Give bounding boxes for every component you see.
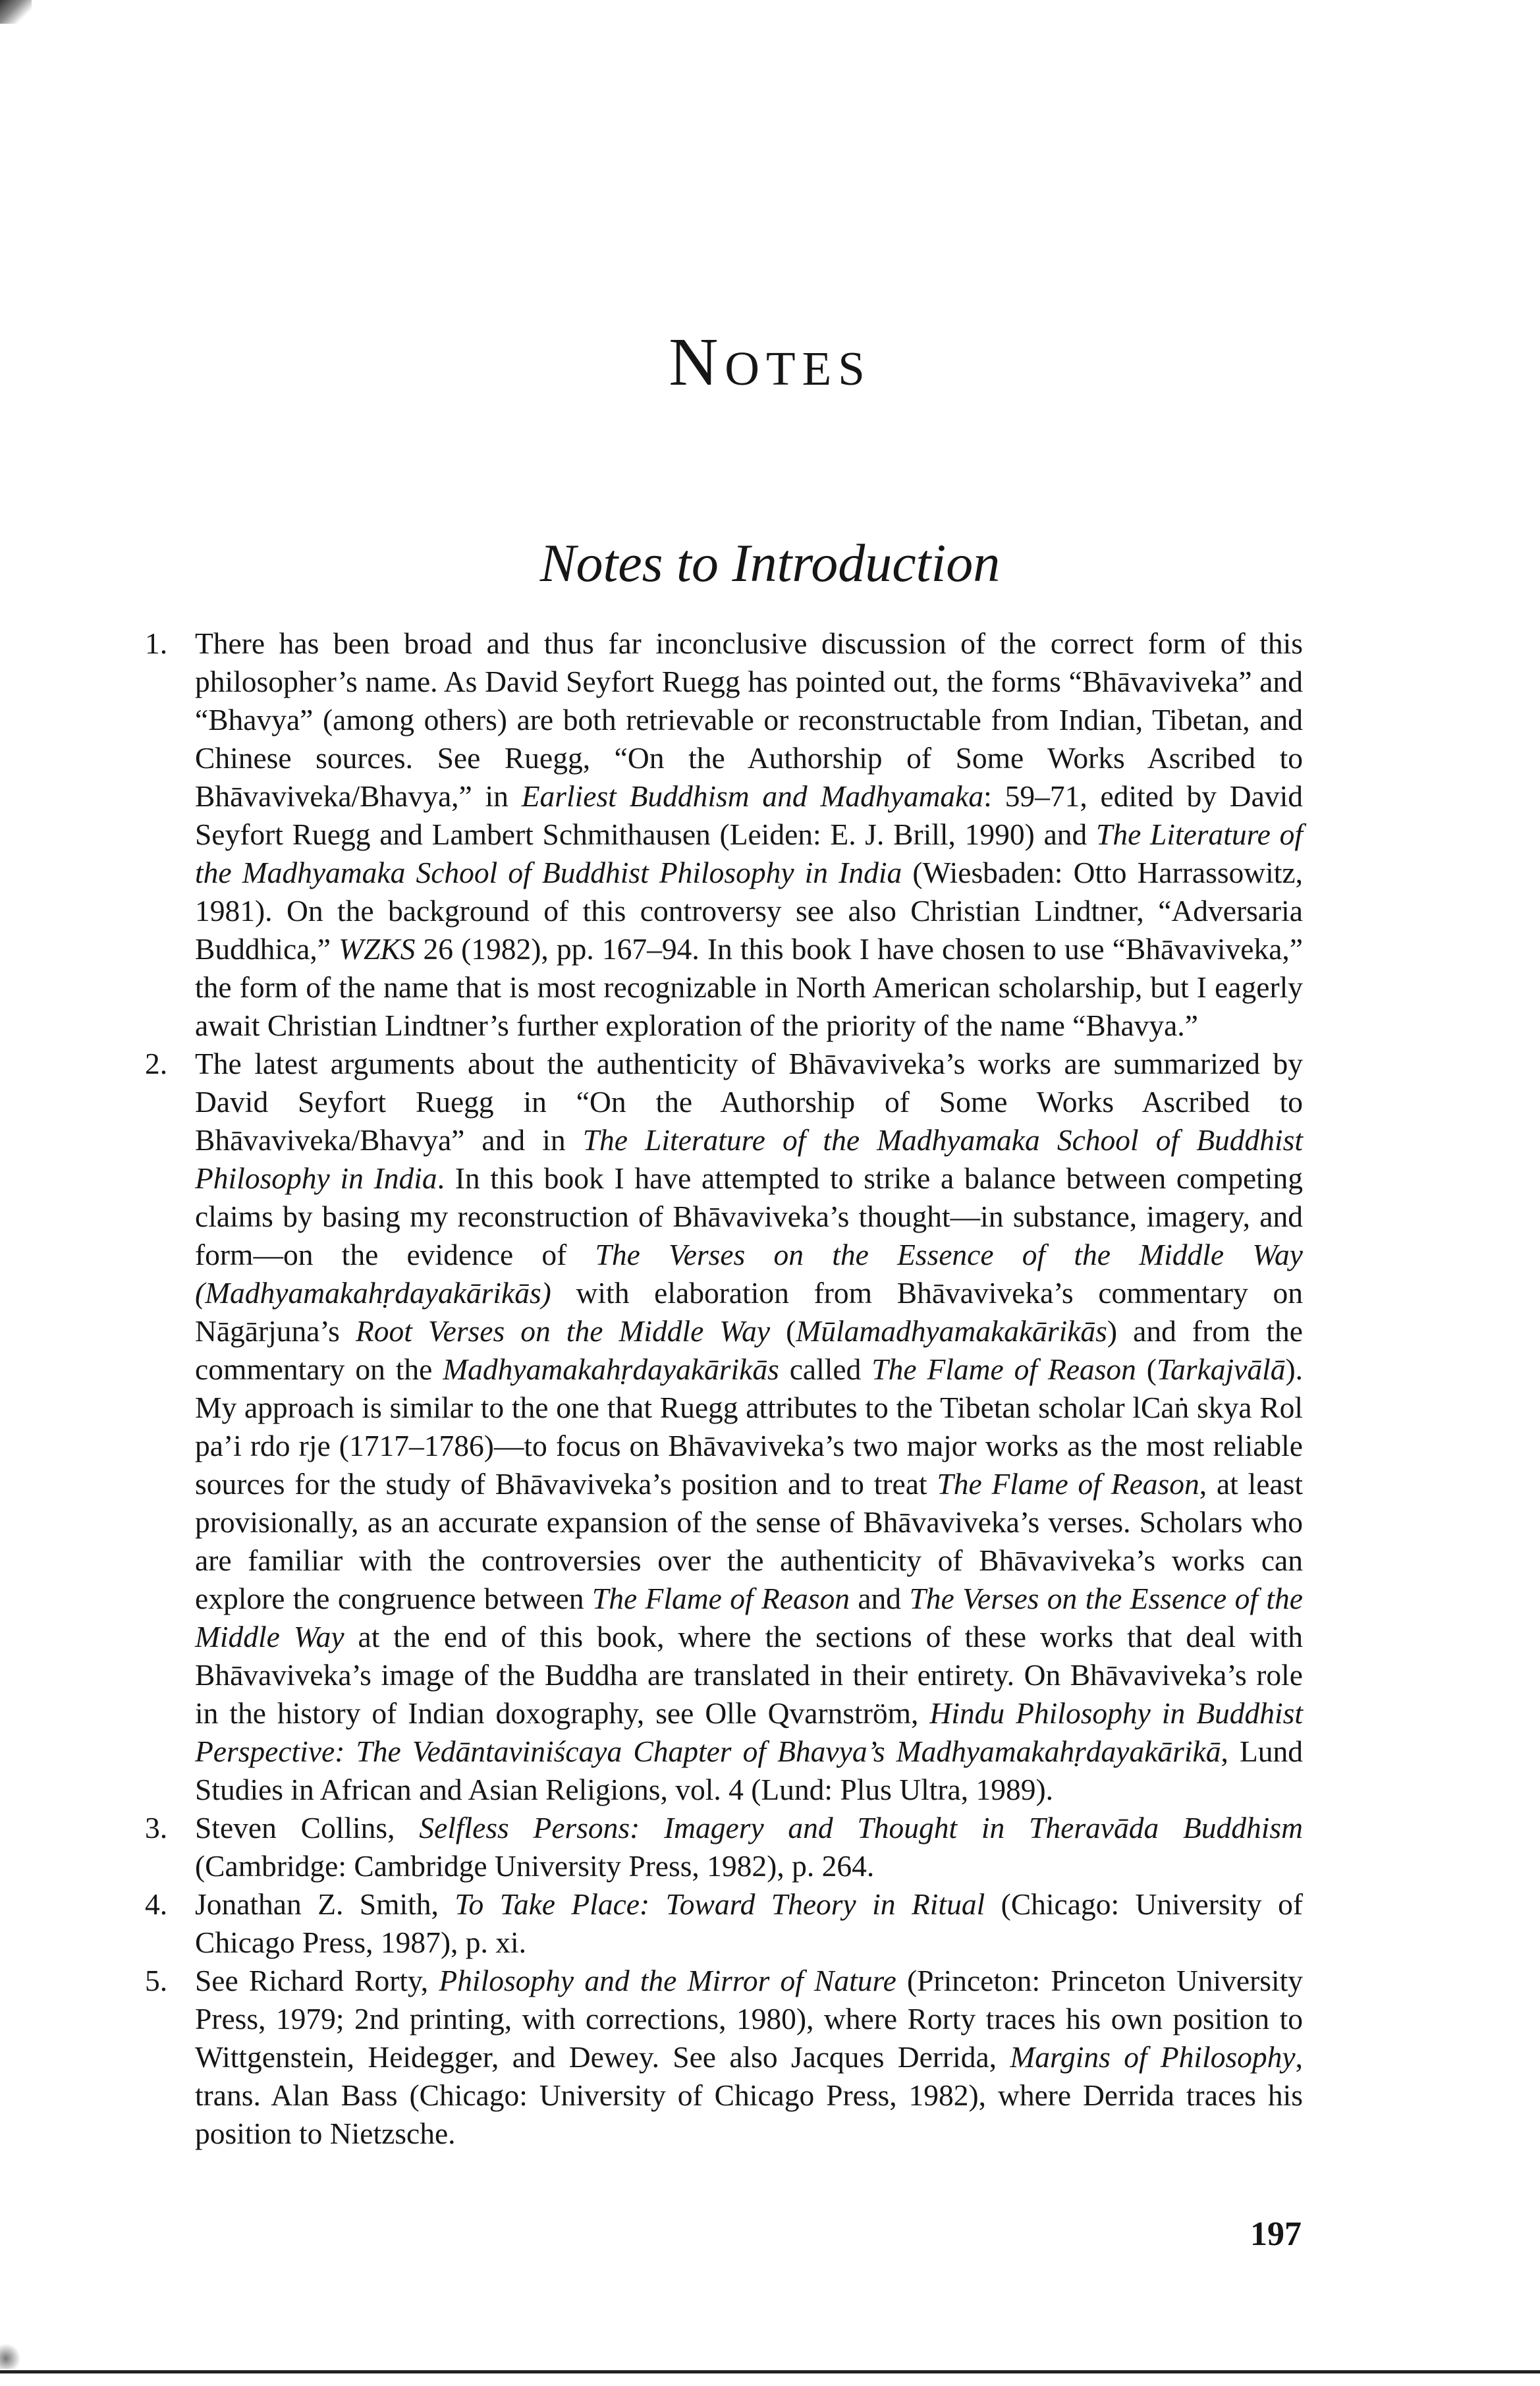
note-text: There has been broad and thus far inconclusive discussion of the correct form of this philosopher’s name. As David Seyfort Ruegg has pointed out, the forms “Bhāvaviveka” and “Bhavya” (among others) are both retrievable or reconstructable from Indian, Tibetan, and Chinese sources. See Ruegg, “On the Authorship of Some Works Ascribed to Bhāvaviveka/Bhavya,” in: [195, 626, 1303, 813]
note-italic-text: The Literature of the Madhyamaka School of Buddhist Philosophy in India: [195, 1123, 1304, 1195]
note-italic-text: The Flame of Reason: [591, 1582, 850, 1615]
note-text: See Richard Rorty,: [195, 1964, 439, 1997]
note-text: at the end of this book, where the sections of these works that deal with Bhāvaviveka’s image of the Buddha are translated in their entirety. On Bhāvaviveka’s role in the history of Indian doxography, see Olle Qvarnström,: [195, 1620, 1303, 1730]
note-item: [145, 624, 1303, 1045]
note-text: with elaboration from Bhāvaviveka’s commentary on Nāgārjuna’s: [195, 1276, 1303, 1348]
note-italic-text: Margins of Philosophy: [1010, 2040, 1296, 2074]
note-item: [145, 1809, 1303, 1885]
note-italic-text: The Flame of Reason: [937, 1467, 1199, 1501]
note-text: (Princeton: Princeton University Press, 1979; 2nd printing, with corrections, 1980), where Rorty traces his own position to Wittgenstein, Heidegger, and Dewey. See also Jacques Derrida,: [195, 1964, 1303, 2074]
note-text: 26 (1982), pp. 167–94. In this book I have chosen to use “Bhāvaviveka,” the form of the name that is most recognizable in North American scholarship, but I eagerly await Christian Lindtner’s further exploration of the priority of the name “Bhavya.”: [195, 932, 1303, 1042]
note-text: (: [770, 1314, 796, 1348]
note-number: 2.: [145, 1047, 168, 1080]
note-text: , Lund Studies in African and Asian Religions, vol. 4 (Lund: Plus Ultra, 1989).: [195, 1734, 1304, 1806]
note-number: 1.: [145, 626, 168, 660]
note-italic-text: WZKS: [339, 932, 416, 966]
note-italic-text: The Literature of the Madhyamaka School of Buddhist Philosophy in India: [195, 818, 1303, 889]
note-italic-text: To Take Place: Toward Theory in Ritual: [454, 1887, 985, 1921]
note-text: ). My approach is similar to the one that Ruegg attributes to the Tibetan scholar lCaṅ skya Rol pa’i rdo rje (1717–1786)—to focus on Bhāvaviveka’s two major works as the most reliable sources for the study of Bhāvaviveka’s position and to treat: [195, 1352, 1304, 1501]
scan-artifact-top-left: [0, 0, 32, 24]
note-text: The latest arguments about the authenticity of Bhāvaviveka’s works are summarized by David Seyfort Ruegg in “On the Authorship of Some Works Ascribed to Bhāvaviveka/Bhavya” and in: [195, 1047, 1303, 1157]
notes-list: [145, 624, 1304, 2153]
note-italic-text: Mūlamadhyamakakārikās: [796, 1314, 1107, 1348]
note-text: , trans. Alan Bass (Chicago: University of Chicago Press, 1982), where Derrida traces his position to Nietzsche.: [195, 2040, 1303, 2150]
note-italic-text: Madhyamakahṛdayakārikās: [443, 1352, 779, 1386]
note-text: : 59–71, edited by David Seyfort Ruegg and Lambert Schmithausen (Leiden: E. J. Brill, 1990) and: [195, 779, 1303, 851]
note-text: ) and from the commentary on the: [195, 1314, 1303, 1386]
bottom-rule: [0, 2370, 1540, 2373]
page-title: Notes: [669, 324, 871, 400]
note-text: (Wiesbaden: Otto Harrassowitz, 1981). On the background of this controversy see also Christian Lindtner, “Adversaria Buddhica,”: [195, 856, 1303, 966]
note-item: [145, 1045, 1304, 1809]
note-italic-text: The Flame of Reason: [871, 1352, 1136, 1386]
note-text: Steven Collins,: [195, 1811, 420, 1845]
note-italic-text: Earliest Buddhism and Madhyamaka: [521, 779, 984, 813]
note-italic-text: Philosophy and the Mirror of Nature: [439, 1964, 896, 1997]
note-number: 4.: [145, 1887, 168, 1921]
note-italic-text: The Verses on the Essence of the Middle Way: [195, 1582, 1304, 1653]
note-italic-text: Selfless Persons: Imagery and Thought in Theravāda Buddhism: [419, 1811, 1303, 1845]
note-text: . In this book I have attempted to strike a balance between competing claims by basing my reconstruction of Bhāvaviveka’s thought—in substance, imagery, and form—on the evidence of: [195, 1161, 1303, 1271]
section-title: Notes to Introduction: [539, 533, 1001, 593]
note-number: 5.: [145, 1964, 168, 1997]
note-item: [145, 1885, 1303, 1962]
page-number: 197: [1250, 2215, 1302, 2253]
note-item: [145, 1962, 1303, 2153]
scan-artifact-bottom-left: [0, 2343, 20, 2369]
note-italic-text: The Verses on the Essence of the Middle Way (Madhyamakahṛdayakārikās): [195, 1238, 1303, 1310]
note-italic-text: Root Verses on the Middle Way: [355, 1314, 771, 1348]
note-text: (Cambridge: Cambridge University Press, 1982), p. 264.: [195, 1849, 875, 1883]
note-text: , at least provisionally, as an accurate expansion of the sense of Bhāvaviveka’s verses. Scholars who are familiar with the controversies over the authenticity of Bhāvaviveka’s works can explore the congruence between: [195, 1467, 1304, 1615]
note-italic-text: Tarkajvālā: [1156, 1352, 1286, 1386]
note-text: and: [849, 1582, 910, 1615]
note-text: (: [1136, 1352, 1157, 1386]
note-italic-text: Hindu Philosophy in Buddhist Perspective: The Vedāntaviniścaya Chapter of Bhavya’s Madhyamakahṛdayakārikā: [195, 1696, 1304, 1768]
note-number: 3.: [145, 1811, 168, 1845]
note-text: Jonathan Z. Smith,: [195, 1887, 455, 1921]
note-text: called: [779, 1352, 872, 1386]
note-text: (Chicago: University of Chicago Press, 1987), p. xi.: [195, 1887, 1303, 1959]
